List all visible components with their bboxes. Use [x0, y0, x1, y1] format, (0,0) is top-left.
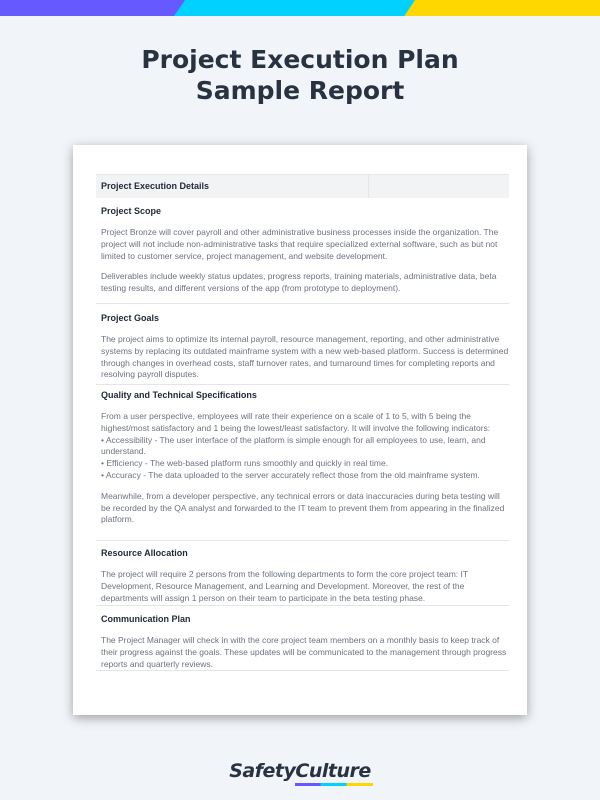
section-paragraph: The Project Manager will check in with the core project team members on a monthly basis to keep track of their progress against the goals. These updates will be communicated to the management through progress reports and quarterly reviews. — [101, 635, 507, 669]
bullet-item: • Accessibility - The user interface of the platform is simple enough for all employees to use, learn, and understand. — [101, 434, 486, 457]
section-paragraph: Deliverables include weekly status updates, progress reports, training materials, administrative data, beta testing results, and different versions of the app (from prototype to deployment). — [101, 271, 497, 294]
page-title-line2: Sample Report — [195, 76, 405, 105]
page-title — [0, 44, 600, 106]
section-paragraph: Project Bronze will cover payroll and other administrative business processes inside the organization. The project will not include non-administrative tasks that require specialized external software, such as but not limited to customer service, project management, and website development. — [101, 227, 499, 261]
section-title: Project Scope — [101, 206, 162, 216]
section-project-scope — [96, 205, 509, 304]
section-project-goals — [96, 312, 509, 385]
decorative-bar-purple — [0, 0, 185, 16]
section-title: Resource Allocation — [101, 548, 188, 558]
section-paragraph: The project will require 2 persons from the following departments to form the core project team: IT Development, Resource Management, and Learning and Development. Moreover, the rest of the departments will assign 1 person on their team to participate in the beta testing phase. — [101, 569, 468, 603]
bullet-item: • Efficiency - The web-based platform runs smoothly and quickly in real time. — [101, 458, 389, 469]
section-title: Quality and Technical Specifications — [101, 390, 257, 400]
bullet-item: • Accuracy - The data uploaded to the server accurately reflect those from the old mainframe system. — [101, 469, 480, 480]
section-communication-plan — [96, 613, 509, 671]
section-paragraph: The project aims to optimize its internal payroll, resource management, reporting, and other administrative systems by replacing its outdated mainframe system with a new web-based platform. Success is determined through changes in overhead costs, staff turnover rates, and turnaround times for completing reports and resolving payroll disputes. — [101, 334, 509, 380]
section-quality-specs — [96, 389, 509, 541]
decorative-bar-cyan — [150, 0, 415, 16]
document-preview — [73, 145, 527, 715]
page-title-line1: Project Execution Plan — [141, 45, 459, 74]
logo-underline — [295, 783, 373, 786]
table-header-row — [96, 174, 509, 198]
section-paragraph: Meanwhile, from a developer perspective, any technical errors or data inaccuracies during beta testing will be recorded by the QA analyst and forwarded to the IT team to prevent them from appearing in the finalized platform. — [101, 490, 505, 525]
safetyculture-logo: SafetyCulture — [229, 760, 371, 782]
column-divider — [368, 175, 369, 198]
section-paragraph: From a user perspective, employees will rate their experience on a scale of 1 to 5, with 5 being the highest/most satisfactory and 1 being the lowest/least satisfactory. It will involve the following indicators: — [101, 411, 491, 433]
section-title: Communication Plan — [101, 614, 191, 624]
section-title: Project Goals — [101, 313, 160, 323]
table-header: Project Execution Details — [101, 181, 210, 191]
section-resource-allocation — [96, 547, 509, 606]
